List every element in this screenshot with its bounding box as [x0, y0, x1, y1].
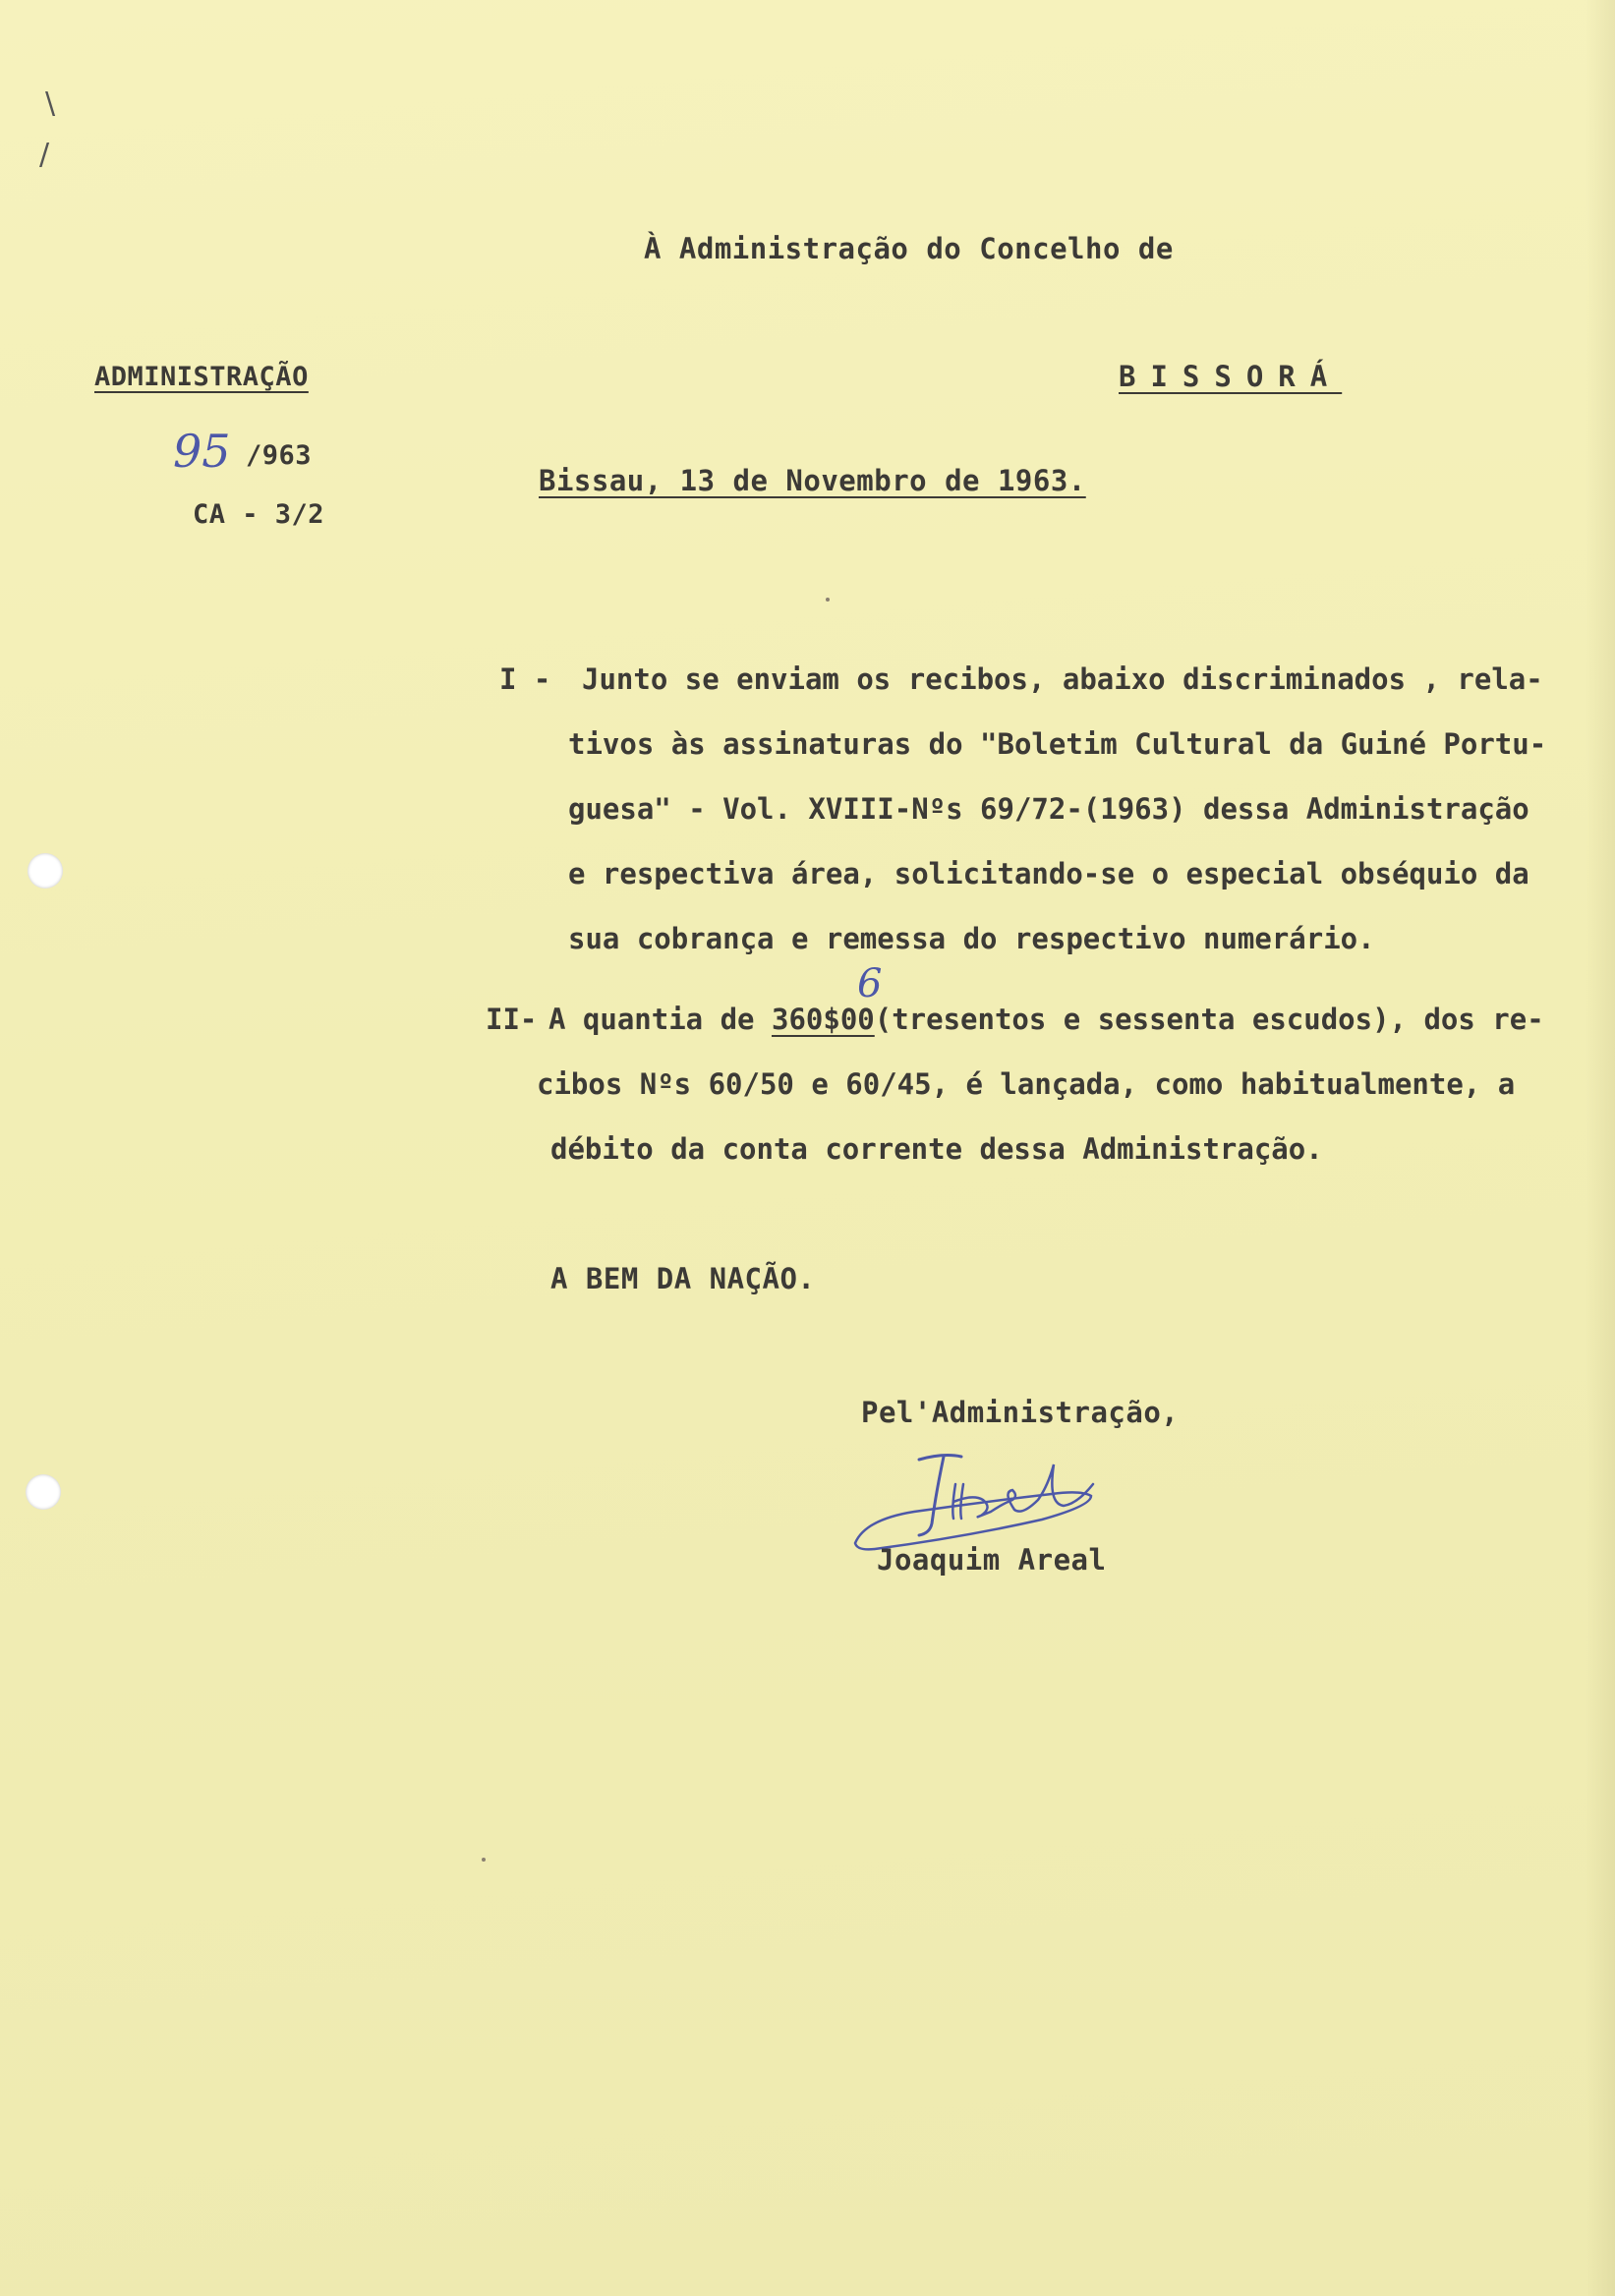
item2-number: II- [486, 1003, 538, 1036]
item2-line-1-prefix: A quantia de [548, 1003, 772, 1036]
reference-year: /963 [246, 440, 313, 471]
paper-speck [482, 1858, 486, 1862]
on-behalf-line: Pel'Administração, [861, 1396, 1180, 1429]
punch-hole-top [28, 853, 63, 889]
closing-salutation: A BEM DA NAÇÃO. [550, 1262, 816, 1295]
dateline: Bissau, 13 de Novembro de 1963. [539, 464, 1086, 497]
item2-line-1-suffix: (tresentos e sessenta escudos), dos re- [874, 1003, 1544, 1036]
item1-line-1: Junto se enviam os recibos, abaixo discriminados , rela- [582, 662, 1543, 696]
margin-mark-top: \ [45, 86, 56, 121]
item2-line-2: cibos Nºs 60/50 e 60/45, é lançada, como habitualmente, a [537, 1067, 1516, 1101]
margin-mark-bottom: / [39, 138, 50, 172]
handwritten-signature [845, 1425, 1111, 1553]
sender-department: ADMINISTRAÇÃO [94, 362, 309, 392]
handwritten-amount-correction: 6 [857, 961, 883, 1006]
item1-line-4: e respectiva área, solicitando-se o especial obséquio da [568, 857, 1529, 890]
item2-line-1 [548, 1003, 1544, 1036]
file-code: CA - 3/2 [193, 499, 325, 530]
page-edge-shadow [1586, 0, 1615, 2296]
item1-line-5: sua cobrança e remessa do respectivo numerário. [568, 922, 1375, 955]
reference-number-handwritten: 95 [173, 425, 231, 478]
item2-amount: 360$00 [771, 1003, 875, 1036]
item1-line-2: tivos às assinaturas do "Boletim Cultural da Guiné Portu- [568, 727, 1547, 761]
paper-speck [826, 598, 830, 602]
item1-number: I - [499, 662, 551, 696]
item2-line-3: débito da conta corrente dessa Administração. [550, 1132, 1323, 1166]
item1-line-3: guesa" - Vol. XVIII-Nºs 69/72-(1963) dessa Administração [568, 792, 1529, 826]
addressee-line: À Administração do Concelho de [644, 232, 1174, 265]
signatory-name: Joaquim Areal [877, 1543, 1107, 1577]
punch-hole-bottom [26, 1474, 61, 1510]
destination-place: BISSORÁ [1119, 360, 1343, 393]
